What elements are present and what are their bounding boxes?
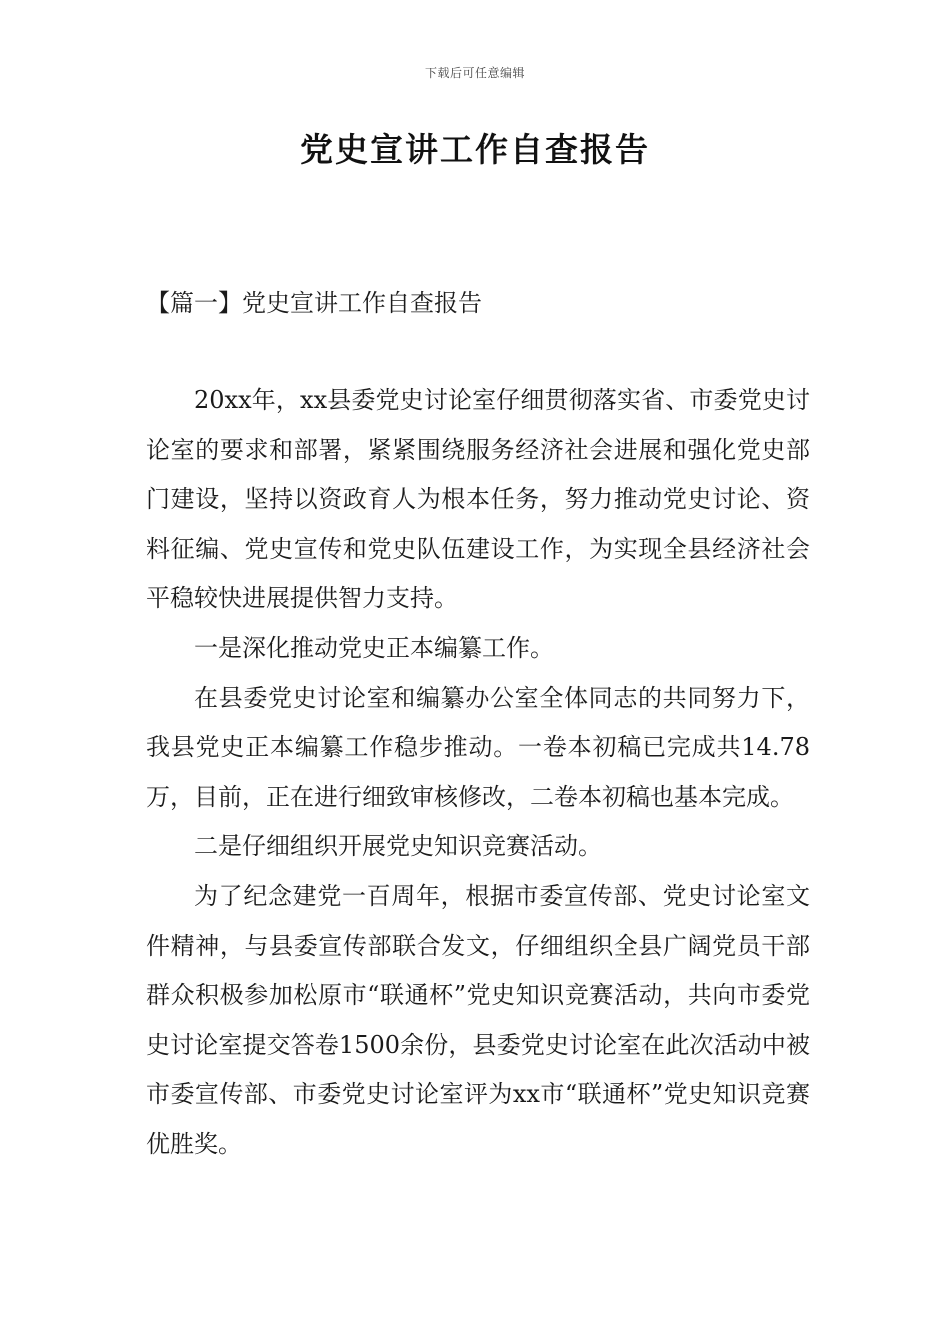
section-heading: 【篇一】党史宣讲工作自查报告 (146, 289, 482, 317)
paragraph: 为了纪念建党一百周年，根据市委宣传部、党史讨论室文件精神，与县委宣传部联合发文，仔细组织全县广阔党员干部群众积极参加松原市“联通杯”党史知识竞赛活动，共向市委党史讨论室提交答卷1500余份，县委党史讨论室在此次活动中被市委宣传部、市委党史讨论室评为xx市“联通杯”党史知识竞赛优胜奖。 (146, 881, 810, 1158)
paragraph: 二是仔细组织开展党史知识竞赛活动。 (194, 832, 602, 861)
header-note: 下载后可任意编辑 (424, 66, 525, 80)
document-body (146, 376, 810, 1170)
document-title: 党史宣讲工作自查报告 (300, 130, 650, 169)
paragraph: 在县委党史讨论室和编纂办公室全体同志的共同努力下，我县党史正本编纂工作稳步推动。一卷本初稿已完成共14.78万，目前，正在进行细致审核修改，二卷本初稿也基本完成。 (146, 683, 810, 811)
paragraph: 一是深化推动党史正本编纂工作。 (194, 633, 554, 662)
paragraph: 20xx年，xx县委党史讨论室仔细贯彻落实省、市委党史讨论室的要求和部署，紧紧围绕服务经济社会进展和强化党史部门建设，坚持以资政育人为根本任务，努力推动党史讨论、资料征编、党史宣传和党史队伍建设工作，为实现全县经济社会平稳较快进展提供智力支持。 (146, 386, 810, 613)
